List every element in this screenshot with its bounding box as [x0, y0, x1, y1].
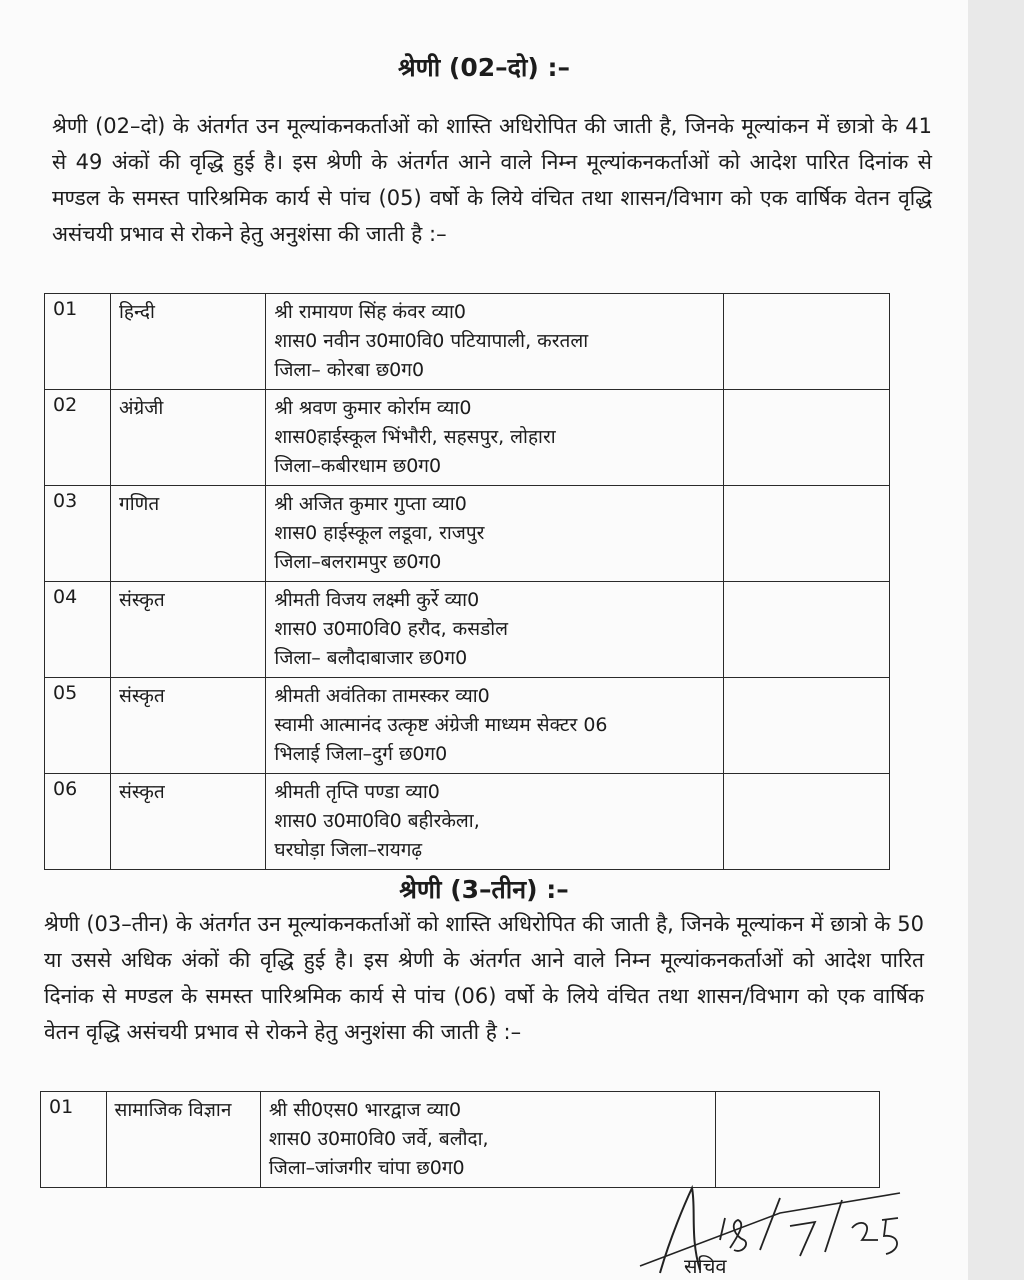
evaluator-school: शास0 उ0मा0वि0 हरौद, कसडोल [274, 618, 509, 640]
table-row [45, 582, 890, 678]
evaluator-district: जिला– बलौदाबाजार छ0ग0 [274, 647, 468, 669]
evaluator-name: श्री अजित कुमार गुप्ता व्या0 [274, 493, 467, 515]
evaluator-school: स्वामी आत्मानंद उत्कृष्ट अंग्रेजी माध्यम सेक्टर 06 [274, 714, 608, 736]
empty-cell [715, 1092, 879, 1188]
table-row [45, 486, 890, 582]
evaluator-district: जिला–जांजगीर चांपा छ0ग0 [268, 1157, 465, 1179]
evaluator-school: शास0 नवीन उ0मा0वि0 पटियापाली, करतला [274, 330, 589, 352]
section-3-heading: श्रेणी (3–तीन) :– [399, 875, 569, 904]
row-subject: अंग्रेजी [111, 390, 266, 486]
empty-cell [724, 486, 890, 582]
row-evaluator [266, 678, 724, 774]
row-evaluator [260, 1092, 715, 1188]
evaluator-district: जिला–बलरामपुर छ0ग0 [274, 551, 442, 573]
evaluator-school: शास0 उ0मा0वि0 जर्वे, बलौदा, [268, 1128, 489, 1150]
row-evaluator [266, 294, 724, 390]
evaluator-name: श्रीमती तृप्ति पण्डा व्या0 [274, 781, 440, 803]
evaluator-district: जिला– कोरबा छ0ग0 [274, 359, 425, 381]
table-row [45, 678, 890, 774]
evaluator-name: श्री श्रवण कुमार कोर्राम व्या0 [274, 397, 472, 419]
row-subject: हिन्दी [111, 294, 266, 390]
table-row [45, 390, 890, 486]
row-number: 01 [45, 294, 111, 390]
row-subject: सामाजिक विज्ञान [106, 1092, 260, 1188]
row-subject: गणित [111, 486, 266, 582]
section-2-table [44, 293, 890, 870]
table-row [41, 1092, 880, 1188]
section-3-paragraph: श्रेणी (03–तीन) के अंतर्गत उन मूल्यांकनकर्ताओं को शास्ति अधिरोपित की जाती है, जिनके मूल्यांकन में छात्रो के 50 या उससे अधिक अंकों की वृद्धि हुई है। इस श्रेणी के अंतर्गत आने वाले निम्न मूल्यांकनकर्ताओं को आदेश पारित दिनांक से मण्डल के समस्त पारिश्रमिक कार्य से पांच (06) वर्षो के लिये वंचित तथा शासन/विभाग को एक वार्षिक वेतन वृद्धि असंचयी प्रभाव से रोकने हेतु अनुशंसा की जाती है :– [44, 912, 924, 1044]
empty-cell [724, 774, 890, 870]
row-subject: संस्कृत [111, 582, 266, 678]
empty-cell [724, 678, 890, 774]
signature [630, 1178, 920, 1278]
page-margin-strip [968, 0, 1024, 1280]
empty-cell [724, 294, 890, 390]
section-2-paragraph: श्रेणी (02–दो) के अंतर्गत उन मूल्यांकनकर्ताओं को शास्ति अधिरोपित की जाती है, जिनके मूल्यांकन में छात्रो के 41 से 49 अंकों की वृद्धि हुई है। इस श्रेणी के अंतर्गत आने वाले निम्न मूल्यांकनकर्ताओं को आदेश पारित दिनांक से मण्डल के समस्त पारिश्रमिक कार्य से पांच (05) वर्षो के लिये वंचित तथा शासन/विभाग को एक वार्षिक वेतन वृद्धि असंचयी प्रभाव से रोकने हेतु अनुशंसा की जाती है :– [52, 114, 932, 246]
evaluator-name: श्री सी0एस0 भारद्वाज व्या0 [268, 1099, 462, 1121]
signature-label: सचिव [684, 1254, 727, 1278]
row-number: 01 [41, 1092, 107, 1188]
row-evaluator [266, 390, 724, 486]
row-subject: संस्कृत [111, 774, 266, 870]
evaluator-school: शास0 हाईस्कूल लडूवा, राजपुर [274, 522, 485, 544]
row-number: 06 [45, 774, 111, 870]
section-2-heading: श्रेणी (02–दो) :– [397, 53, 571, 82]
evaluator-district: जिला–कबीरधाम छ0ग0 [274, 455, 442, 477]
row-number: 05 [45, 678, 111, 774]
evaluator-name: श्रीमती विजय लक्ष्मी कुर्रे व्या0 [274, 589, 480, 611]
evaluator-district: भिलाई जिला–दुर्ग छ0ग0 [274, 743, 448, 765]
empty-cell [724, 582, 890, 678]
empty-cell [724, 390, 890, 486]
evaluator-school: शास0हाईस्कूल भिंभौरी, सहसपुर, लोहारा [274, 426, 556, 448]
evaluator-school: शास0 उ0मा0वि0 बहीरकेला, [274, 810, 480, 832]
row-evaluator [266, 486, 724, 582]
evaluator-district: घरघोड़ा जिला–रायगढ़ [274, 839, 423, 861]
row-evaluator [266, 774, 724, 870]
table-row [45, 774, 890, 870]
row-number: 03 [45, 486, 111, 582]
evaluator-name: श्रीमती अवंतिका तामस्कर व्या0 [274, 685, 490, 707]
row-number: 02 [45, 390, 111, 486]
row-evaluator [266, 582, 724, 678]
row-subject: संस्कृत [111, 678, 266, 774]
evaluator-name: श्री रामायण सिंह कंवर व्या0 [274, 301, 466, 323]
table-row [45, 294, 890, 390]
section-3-table [40, 1091, 880, 1188]
row-number: 04 [45, 582, 111, 678]
